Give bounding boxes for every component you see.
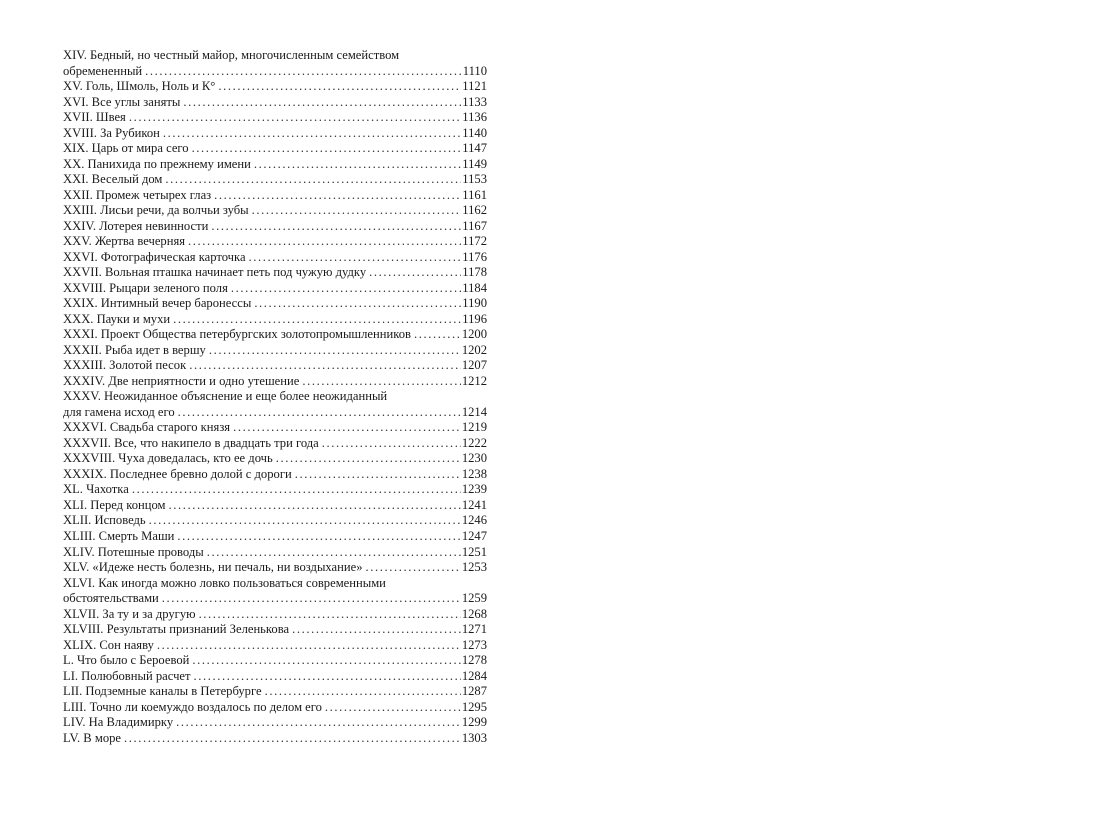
toc-entry-page-number: 1219: [461, 420, 487, 435]
toc-entry-row: [63, 203, 487, 219]
toc-entry[interactable]: [63, 498, 487, 514]
toc-entry-title-line: XIV. Бедный, но честный майор, многочисленным семейством: [63, 48, 400, 62]
toc-entry-row: [63, 358, 487, 374]
toc-entry[interactable]: [63, 420, 487, 436]
toc-entry-title: XLVIII. Результаты признаний Зеленькова: [63, 622, 290, 637]
dot-leader: [252, 203, 462, 219]
toc-entry-page-number: 1184: [462, 280, 487, 295]
toc-entry-row: [63, 669, 487, 685]
toc-entry[interactable]: [63, 203, 487, 219]
toc-entry-title: XL. Чахотка: [63, 482, 129, 497]
toc-entry-row: [63, 638, 487, 654]
dot-leader: [218, 79, 461, 95]
toc-entry[interactable]: [63, 513, 487, 529]
dot-leader: [209, 343, 461, 359]
toc-entry-row: [63, 467, 487, 483]
toc-entry-page-number: 1251: [461, 544, 487, 559]
toc-entry-row: [63, 157, 487, 173]
toc-entry-row: [63, 545, 487, 561]
toc-entry-page-number: 1207: [461, 358, 487, 373]
dot-leader: [192, 141, 462, 157]
toc-entry-title: XLIV. Потешные проводы: [63, 544, 204, 559]
dot-leader: [124, 731, 461, 747]
toc-entry[interactable]: [63, 172, 487, 188]
toc-entry[interactable]: [63, 576, 487, 607]
toc-entry-row: [63, 219, 487, 235]
toc-entry[interactable]: [63, 157, 487, 173]
toc-entry-page-number: 1268: [461, 606, 487, 621]
toc-entry-page-number: 1196: [462, 311, 487, 326]
dot-leader: [163, 126, 461, 142]
toc-entry-title: XXV. Жертва вечерняя: [63, 234, 186, 249]
toc-entry-row: [63, 343, 487, 359]
dot-leader: [192, 653, 460, 669]
toc-entry-title: XLV. «Идеже несть болезнь, ни печаль, ни воздыхание»: [63, 560, 363, 575]
toc-entry[interactable]: [63, 48, 487, 79]
toc-entry-title: XVI. Все углы заняты: [63, 94, 181, 109]
toc-entry-row: [63, 622, 487, 638]
toc-entry-title: XLI. Перед концом: [63, 497, 166, 512]
toc-entry-row: [63, 607, 487, 623]
toc-entry-row: [63, 405, 487, 421]
toc-entry-title: XXXIV. Две неприятности и одно утешение: [63, 373, 300, 388]
toc-entry-title-line: XLVI. Как иногда можно ловко пользоваться современными: [63, 575, 386, 590]
toc-entry-title: XXIV. Лотерея невинности: [63, 218, 209, 233]
dot-leader: [214, 188, 461, 204]
toc-entry[interactable]: [63, 234, 487, 250]
toc-entry-title: XLIII. Смерть Маши: [63, 528, 175, 543]
toc-entry[interactable]: [63, 389, 487, 420]
toc-entry-title: XXXVIII. Чуха доведалась, кто ее дочь: [63, 451, 273, 466]
toc-entry-row: [63, 482, 487, 498]
toc-entry-row: [63, 64, 487, 80]
dot-leader: [254, 157, 461, 173]
toc-entry-page-number: 1202: [461, 342, 487, 357]
dot-leader: [322, 436, 461, 452]
toc-entry[interactable]: [63, 250, 487, 266]
toc-entry[interactable]: [63, 653, 487, 669]
dot-leader: [199, 607, 461, 623]
toc-entry[interactable]: [63, 79, 487, 95]
toc-entry[interactable]: [63, 110, 487, 126]
toc-entry-page-number: 1246: [461, 513, 487, 528]
toc-entry-row: [63, 234, 487, 250]
toc-entry-title: XVII. Швея: [63, 110, 126, 125]
dot-leader: [194, 669, 461, 685]
toc-entry-title: XXIX. Интимный вечер баронессы: [63, 296, 252, 311]
toc-entry-page-number: 1149: [462, 156, 487, 171]
dot-leader: [265, 684, 461, 700]
toc-entry-page-number: 1176: [462, 249, 487, 264]
toc-entry-page-number: 1303: [461, 730, 487, 745]
dot-leader: [157, 638, 461, 654]
dot-leader: [129, 110, 461, 126]
toc-entry-title: LII. Подземные каналы в Петербурге: [63, 684, 262, 699]
toc-entry-page-number: 1222: [461, 435, 487, 450]
toc-entry[interactable]: [63, 700, 487, 716]
toc-entry[interactable]: [63, 126, 487, 142]
toc-entry-page-number: 1287: [461, 684, 487, 699]
toc-entry-title: XLVII. За ту и за другую: [63, 606, 196, 621]
toc-entry-page-number: 1212: [461, 373, 487, 388]
toc-entry-row: [63, 420, 487, 436]
toc-entry-row: [63, 188, 487, 204]
toc-entry-page-number: 1147: [462, 141, 487, 156]
toc-entry-title: XXIII. Лисьи речи, да волчьи зубы: [63, 203, 249, 218]
toc-entry-title-line: XXXV. Неожиданное объяснение и еще более неожиданный: [63, 389, 388, 404]
toc-entry-page-number: 1230: [461, 451, 487, 466]
toc-entry[interactable]: [63, 638, 487, 654]
dot-leader: [302, 374, 460, 390]
toc-entry-title: XX. Панихида по прежнему имени: [63, 156, 251, 171]
dot-leader: [366, 560, 461, 576]
toc-entry[interactable]: [63, 374, 487, 390]
toc-entry-title: XVIII. За Рубикон: [63, 125, 160, 140]
toc-entry-row: [63, 79, 487, 95]
dot-leader: [149, 513, 461, 529]
dot-leader: [295, 467, 461, 483]
toc-entry-title: L. Что было с Бероевой: [63, 653, 190, 668]
toc-entry-title: для гамена исход его: [63, 404, 175, 419]
toc-entry-title: обстоятельствами: [63, 591, 159, 606]
dot-leader: [132, 482, 461, 498]
toc-entry-page-number: 1253: [461, 560, 487, 575]
toc-entry-title: XXVI. Фотографическая карточка: [63, 249, 246, 264]
toc-entry-page-number: 1284: [461, 668, 487, 683]
toc-entry-page-number: 1178: [462, 265, 487, 280]
toc-entry-page-number: 1278: [461, 653, 487, 668]
toc-entry-title: LIII. Точно ли коемуждо воздалось по делом его: [63, 699, 322, 714]
toc-entry-page-number: 1238: [461, 466, 487, 481]
toc-entry-title: LIV. На Владимирку: [63, 715, 174, 730]
dot-leader: [177, 529, 460, 545]
toc-entry-row: [63, 281, 487, 297]
toc-entry-page-number: 1172: [462, 234, 487, 249]
toc-entry-page-number: 1214: [461, 404, 487, 419]
toc-entry-title: XXXVI. Свадьба старого князя: [63, 420, 231, 435]
toc-entry-page-number: 1295: [461, 699, 487, 714]
toc-entry-page-number: 1239: [461, 482, 487, 497]
toc-entry-row: [63, 436, 487, 452]
dot-leader: [183, 95, 461, 111]
toc-entry[interactable]: [63, 188, 487, 204]
dot-leader: [231, 281, 461, 297]
dot-leader: [162, 591, 461, 607]
toc-entry[interactable]: [63, 358, 487, 374]
toc-entry-title: XXII. Промеж четырех глаз: [63, 187, 212, 202]
toc-entry-title: LI. Полюбовный расчет: [63, 668, 191, 683]
toc-entry-page-number: 1271: [461, 622, 487, 637]
toc-entry-row: [63, 141, 487, 157]
dot-leader: [292, 622, 461, 638]
toc-entry[interactable]: [63, 312, 487, 328]
toc-entry-title: XXI. Веселый дом: [63, 172, 163, 187]
toc-entry[interactable]: [63, 482, 487, 498]
toc-entry-page-number: 1140: [462, 125, 487, 140]
toc-entry[interactable]: [63, 467, 487, 483]
dot-leader: [178, 405, 461, 421]
toc-entry-page-number: 1161: [462, 187, 487, 202]
toc-entry[interactable]: [63, 451, 487, 467]
toc-entry-row: [63, 560, 487, 576]
toc-entry-title: XXXVII. Все, что накипело в двадцать три года: [63, 435, 319, 450]
toc-entry[interactable]: [63, 327, 487, 343]
toc-entry-row: [63, 126, 487, 142]
toc-entry-title: XXX. Пауки и мухи: [63, 311, 171, 326]
toc-entry-title: XXVIII. Рыцари зеленого поля: [63, 280, 228, 295]
toc-entry[interactable]: [63, 296, 487, 312]
toc-entry[interactable]: [63, 343, 487, 359]
toc-entry-title: XXXII. Рыба идет в вершу: [63, 342, 206, 357]
toc-entry-page-number: 1247: [461, 528, 487, 543]
toc-entry-title: LV. В море: [63, 730, 122, 745]
dot-leader: [145, 64, 462, 80]
toc-entry-title: XV. Голь, Шмоль, Ноль и К°: [63, 79, 216, 94]
toc-entry-title: XXXI. Проект Общества петербургских золотопромышленников: [63, 327, 411, 342]
toc-entry-row: [63, 715, 487, 731]
toc-entry[interactable]: [63, 436, 487, 452]
toc-entry-page-number: 1153: [462, 172, 487, 187]
dot-leader: [276, 451, 461, 467]
dot-leader: [211, 219, 461, 235]
toc-entry-row: [63, 498, 487, 514]
toc-entry-row: [63, 110, 487, 126]
toc-entry-row: [63, 684, 487, 700]
toc-entry[interactable]: [63, 545, 487, 561]
toc-entry-row: [63, 731, 487, 747]
toc-entry[interactable]: [63, 265, 487, 281]
toc-entry-title: XLII. Исповедь: [63, 513, 146, 528]
toc-entry-row: [63, 451, 487, 467]
dot-leader: [233, 420, 461, 436]
toc-entry-page-number: 1299: [461, 715, 487, 730]
toc-entry-page-number: 1167: [462, 218, 487, 233]
dot-leader: [165, 172, 461, 188]
toc-entry-page-number: 1200: [461, 327, 487, 342]
dot-leader: [249, 250, 462, 266]
toc-entry-title: XXVII. Вольная пташка начинает петь под чужую дудку: [63, 265, 367, 280]
toc-entry-title: обремененный: [63, 63, 143, 78]
table-of-contents: [63, 48, 487, 746]
dot-leader: [369, 265, 461, 281]
toc-entry-page-number: 1136: [462, 110, 487, 125]
toc-entry-row: [63, 296, 487, 312]
toc-entry-page-number: 1110: [462, 63, 487, 78]
toc-entry[interactable]: [63, 95, 487, 111]
toc-entry[interactable]: [63, 622, 487, 638]
dot-leader: [207, 545, 461, 561]
toc-entry-row: [63, 529, 487, 545]
dot-leader: [176, 715, 461, 731]
toc-entry-row: [63, 700, 487, 716]
toc-entry-page-number: 1241: [461, 497, 487, 512]
toc-entry[interactable]: [63, 529, 487, 545]
toc-entry-row: [63, 95, 487, 111]
toc-entry-row: [63, 591, 487, 607]
toc-entry[interactable]: [63, 607, 487, 623]
dot-leader: [325, 700, 461, 716]
toc-entry-row: [63, 312, 487, 328]
toc-entry-row: [63, 172, 487, 188]
toc-entry-row: [63, 250, 487, 266]
dot-leader: [169, 498, 461, 514]
toc-entry[interactable]: [63, 219, 487, 235]
toc-entry-page-number: 1162: [462, 203, 487, 218]
toc-entry[interactable]: [63, 669, 487, 685]
toc-entry-row: [63, 513, 487, 529]
toc-entry-page-number: 1190: [462, 296, 487, 311]
toc-entry-page-number: 1121: [462, 79, 487, 94]
toc-entry[interactable]: [63, 141, 487, 157]
dot-leader: [188, 234, 461, 250]
toc-entry-title: XXXIII. Золотой песок: [63, 358, 187, 373]
toc-entry-title: XLIX. Сон наяву: [63, 637, 154, 652]
toc-entry[interactable]: [63, 560, 487, 576]
toc-entry-row: [63, 327, 487, 343]
dot-leader: [173, 312, 461, 328]
toc-entry[interactable]: [63, 731, 487, 747]
toc-entry-row: [63, 374, 487, 390]
toc-entry-row: [63, 265, 487, 281]
dot-leader: [254, 296, 461, 312]
toc-entry[interactable]: [63, 684, 487, 700]
toc-entry-page-number: 1133: [462, 94, 487, 109]
toc-entry-title: XXXIX. Последнее бревно долой с дороги: [63, 466, 292, 481]
toc-entry[interactable]: [63, 281, 487, 297]
toc-entry-page-number: 1273: [461, 637, 487, 652]
toc-entry[interactable]: [63, 715, 487, 731]
toc-entry-row: [63, 653, 487, 669]
dot-leader: [414, 327, 461, 343]
toc-entry-page-number: 1259: [461, 591, 487, 606]
toc-entry-title: XIX. Царь от мира сего: [63, 141, 189, 156]
dot-leader: [189, 358, 461, 374]
